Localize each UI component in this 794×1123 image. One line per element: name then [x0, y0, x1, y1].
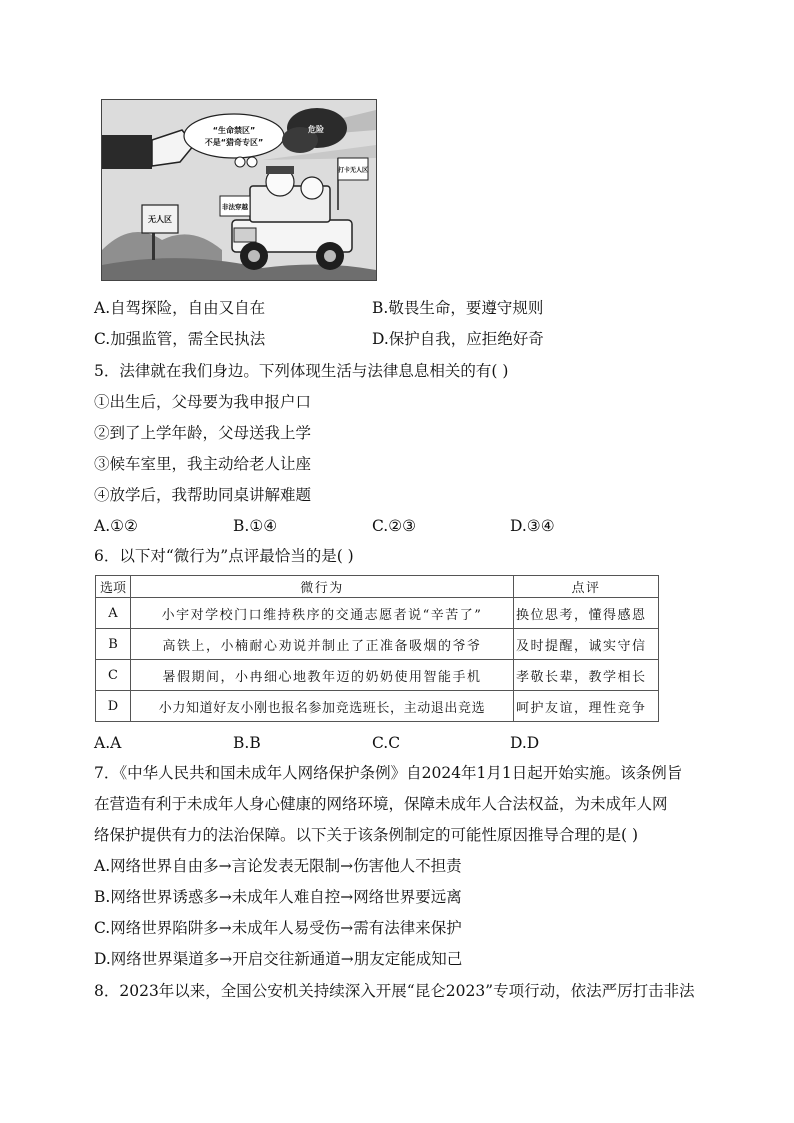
- table-row: [96, 629, 659, 660]
- q5-item-1: ①出生后，父母要为我申报户口: [94, 393, 312, 411]
- q4-option-d: D.保护自我，应拒绝好奇: [372, 330, 544, 348]
- sign-label: 无人区: [148, 215, 172, 224]
- q7-option-a: A.网络世界自由多→言论发表无限制→伤害他人不担责: [94, 857, 462, 875]
- table-cell-option: C: [96, 660, 131, 691]
- q7-stem-line2: 在营造有利于未成年人身心健康的网络环境，保障未成年人合法权益，为未成年人网: [94, 795, 668, 813]
- q5-option-c: C.②③: [372, 517, 417, 535]
- q5-item-4: ④放学后，我帮助同桌讲解难题: [94, 486, 312, 504]
- table-cell-behavior: 高铁上，小楠耐心劝说并制止了正准备吸烟的爷爷: [131, 629, 514, 660]
- badge-label: 非法穿越: [222, 203, 248, 211]
- table-row: [96, 598, 659, 629]
- table-cell-behavior: 暑假期间，小冉细心地教年迈的奶奶使用智能手机: [131, 660, 514, 691]
- q5-stem: 5．法律就在我们身边。下列体现生活与法律息息相关的有( ): [94, 362, 509, 380]
- table-cell-comment: 换位思考，懂得感恩: [514, 598, 659, 629]
- q7-option-c: C.网络世界陷阱多→未成年人易受伤→需有法律来保护: [94, 919, 462, 937]
- q5-item-2: ②到了上学年龄，父母送我上学: [94, 424, 312, 442]
- table-cell-option: B: [96, 629, 131, 660]
- q5-item-3: ③候车室里，我主动给老人让座: [94, 455, 312, 473]
- q6-table: [95, 575, 659, 722]
- table-header-comment: 点评: [514, 576, 659, 598]
- q7-stem-line1: 7．《中华人民共和国未成年人网络保护条例》自2024年1月1日起开始实施。该条例旨: [94, 764, 683, 782]
- cartoon-drawing: [102, 100, 376, 280]
- q5-option-a: A.①②: [94, 517, 138, 535]
- table-cell-option: A: [96, 598, 131, 629]
- table-row: [96, 660, 659, 691]
- bubble-line2: 不是“猎奇专区”: [204, 138, 264, 147]
- q6-option-d: D.D: [510, 734, 540, 752]
- q6-stem: 6．以下对“微行为”点评最恰当的是( ): [94, 547, 354, 565]
- table-cell-comment: 孝敬长辈，教学相长: [514, 660, 659, 691]
- table-cell-behavior: 小力知道好友小刚也报名参加竞选班长，主动退出竞选: [131, 691, 514, 722]
- cloud-label: 危险: [308, 125, 324, 134]
- q4-option-a: A.自驾探险，自由又自在: [94, 299, 266, 317]
- q7-option-b: B.网络世界诱惑多→未成年人难自控→网络世界要远离: [94, 888, 462, 906]
- q8-stem-line1: 8．2023年以来，全国公安机关持续深入开展“昆仑2023”专项行动，依法严厉打击非法: [94, 982, 695, 1000]
- table-cell-behavior: 小宇对学校门口维持秩序的交通志愿者说“辛苦了”: [131, 598, 514, 629]
- q7-option-d: D.网络世界渠道多→开启交往新通道→朋友定能成知己: [94, 950, 463, 968]
- q5-option-b: B.①④: [233, 517, 278, 535]
- q6-option-a: A.A: [94, 734, 122, 752]
- cartoon-illustration: [101, 99, 377, 281]
- q4-option-b: B.敬畏生命，要遵守规则: [372, 299, 544, 317]
- table-row: [96, 691, 659, 722]
- q5-option-d: D.③④: [510, 517, 555, 535]
- bubble-line1: “生命禁区”: [212, 126, 256, 135]
- table-header-behavior: 微行为: [131, 576, 514, 598]
- q6-option-b: B.B: [233, 734, 261, 752]
- q6-option-c: C.C: [372, 734, 401, 752]
- table-cell-option: D: [96, 691, 131, 722]
- q7-stem-line3: 络保护提供有力的法治保障。以下关于该条例制定的可能性原因推导合理的是( ): [94, 826, 639, 844]
- table-cell-comment: 及时提醒，诚实守信: [514, 629, 659, 660]
- flag-label: 打卡无人区: [337, 167, 369, 174]
- table-header-row: [96, 576, 659, 598]
- table-header-option: 选项: [96, 576, 131, 598]
- table-cell-comment: 呵护友谊，理性竞争: [514, 691, 659, 722]
- q4-option-c: C.加强监管，需全民执法: [94, 330, 266, 348]
